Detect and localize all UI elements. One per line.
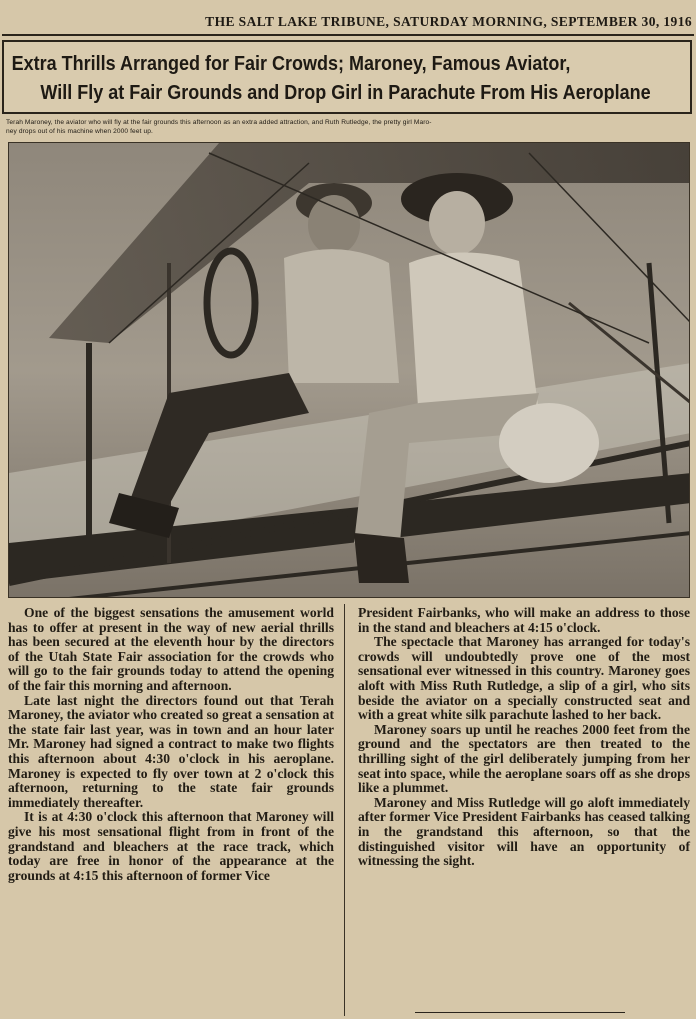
article-paragraph: Maroney and Miss Rutledge will go aloft immediately after former Vice President Fairbanks has ceased talking in the grandstand this afternoon, so that the distinguished visitor will have an opportunity of witnessing the sight. (358, 794, 690, 869)
article-column-right (358, 606, 690, 869)
article-paragraph: President Fairbanks, who will make an address to those in the stand and bleachers at 4:15 o'clock. (358, 605, 690, 635)
aviator-photo (8, 142, 690, 598)
article-paragraph: It is at 4:30 o'clock this afternoon that Maroney will give his most sensational flight from in front of the grandstand and bleachers at the race track, which today are free in honor of the appearance at the grounds at 4:15 this afternoon of former Vice (8, 809, 334, 883)
headline (8, 50, 685, 108)
masthead-rule (2, 34, 694, 36)
headline-box (2, 40, 692, 114)
headline-line-1: Extra Thrills Arranged for Fair Crowds; Maroney, Famous Aviator, (11, 53, 571, 75)
article-paragraph: Maroney soars up until he reaches 2000 feet from the ground and the spectators are then treated to the thrilling sight of the girl deliberately jumping from her seat into space, while the aeroplane soars off as she drops like a plummet. (358, 721, 690, 796)
article-paragraph: Late last night the directors found out that Terah Maroney, the aviator who created so great a sensation at the state fair last year, was in town and an hour later Mr. Maroney had signed a contract to make two flights this afternoon about 4:30 o'clock in his aeroplane. Maroney is expected to fly over town at 2 o'clock this afternoon, returning to the state fair grounds immediately thereafter. (8, 692, 334, 810)
caption-line-2: ney drops out of his machine when 2000 feet up. (6, 128, 153, 135)
photo-caption (6, 118, 696, 136)
headline-line-2: Will Fly at Fair Grounds and Drop Girl in Parachute From His Aeroplane (40, 82, 651, 104)
article-end-rule (415, 1012, 625, 1013)
masthead: THE SALT LAKE TRIBUNE, SATURDAY MORNING, SEPTEMBER 30, 1916 (205, 14, 692, 29)
aviator-photo-illustration (9, 143, 690, 598)
column-divider (344, 604, 345, 1016)
article-paragraph: The spectacle that Maroney has arranged for today's crowds will undoubtedly prove one of the most sensational ever witnessed in this country. Maroney goes aloft with Miss Ruth Rutledge, a slip of a girl, who sits beside the aviator on a specially constructed seat and with a great white silk parachute lashed to her back. (358, 634, 690, 723)
article-paragraph: One of the biggest sensations the amusement world has to offer at present in the way of new aerial thrills has been secured at the eleventh hour by the directors of the Utah State Fair association for the crowds who will go to the fair grounds today to attend the opening of the fair this morning and afternoon. (8, 605, 334, 693)
caption-line-1: Terah Maroney, the aviator who will fly at the fair grounds this afternoon as an extra added attraction, and Ruth Rutledge, the pretty girl Maro- (6, 119, 432, 126)
article-column-left (8, 606, 334, 883)
